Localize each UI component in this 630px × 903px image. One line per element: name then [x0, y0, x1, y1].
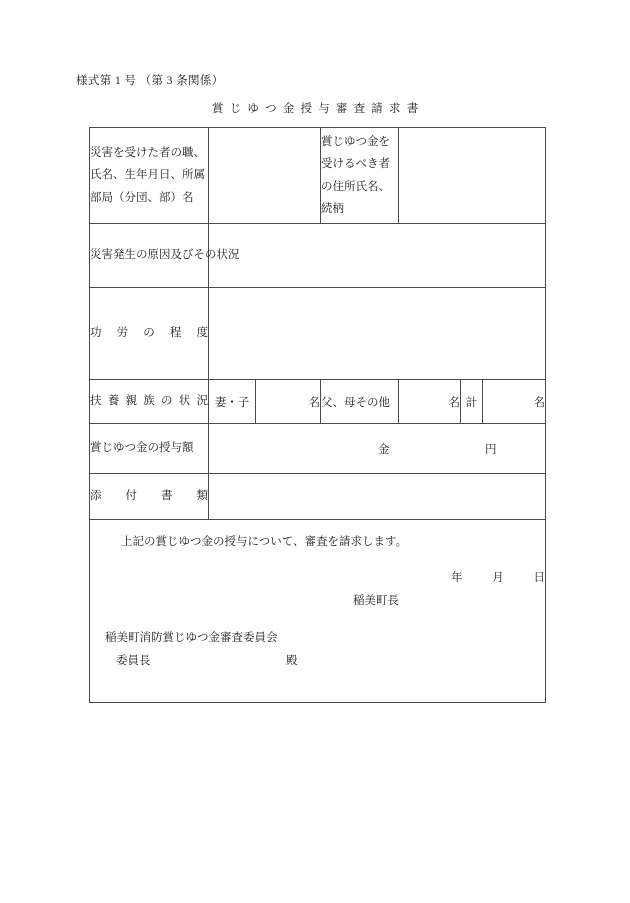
currency-suffix: 円: [485, 443, 497, 456]
chairman-label: 委員長: [116, 655, 151, 667]
table-row-statement: [90, 520, 546, 703]
currency-prefix: 金: [378, 443, 390, 456]
page-title: 賞じゆつ金授与審査請求書: [212, 103, 425, 115]
parents-others-unit: 名: [448, 396, 460, 409]
field-award-amount[interactable]: [209, 424, 546, 474]
committee-name: 稲美町消防賞じゆつ金審査委員会: [105, 632, 278, 644]
label-disaster-cause: [90, 224, 240, 288]
table-row-award-amount: [90, 424, 546, 474]
table-row-disaster-cause: [90, 224, 546, 288]
field-recipient[interactable]: [399, 128, 546, 224]
label-merit-degree: [90, 288, 209, 380]
application-form-table: [89, 127, 546, 703]
statement-block: [90, 520, 546, 703]
label-spouse-children: 妻・子: [209, 380, 256, 424]
date-month-label: 月: [492, 572, 504, 584]
total-unit: 名: [533, 396, 546, 409]
spouse-children-unit: 名: [308, 396, 320, 409]
field-disaster-cause[interactable]: [209, 224, 546, 288]
date-year-label: 年: [451, 572, 463, 584]
label-recipient-text: 賞じゆつ金を受けるべき者の住所氏名、続柄: [321, 135, 390, 215]
label-attachments-text: 添付書類: [90, 490, 208, 503]
table-row-dependents: [90, 380, 546, 424]
label-injured-person: [90, 128, 209, 224]
request-statement: 上記の賞じゆつ金の授与について、審査を請求します。: [121, 536, 408, 548]
label-merit-degree-text: 功労の程度: [90, 327, 208, 340]
honorific-suffix: 殿: [286, 655, 298, 667]
field-spouse-children-count[interactable]: [256, 380, 321, 424]
date-line: [451, 569, 545, 585]
table-row-merit-degree: [90, 288, 546, 380]
addressee-mayor: 稲美町長: [353, 595, 399, 607]
label-dependents-text: 扶養親族の状況: [90, 395, 208, 408]
label-disaster-cause-line1: 災害発生の原因及びその状況: [90, 249, 240, 262]
label-parents-others: 父、母その他: [321, 380, 399, 424]
field-parents-others-count[interactable]: [399, 380, 461, 424]
label-recipient: [321, 128, 399, 224]
label-total: 計: [461, 380, 483, 424]
label-attachments: [90, 474, 209, 520]
form-number: 様式第 1 号 （第 3 条関係）: [76, 75, 224, 87]
label-award-amount: 賞じゆつ金の授与額: [90, 424, 209, 474]
table-row-attachments: [90, 474, 546, 520]
date-day-label: 日: [533, 572, 545, 584]
label-dependents: [90, 380, 209, 424]
field-attachments[interactable]: [209, 474, 546, 520]
field-injured-person[interactable]: [209, 128, 321, 224]
field-total-count[interactable]: [483, 380, 546, 424]
label-injured-person-text: 災害を受けた者の職、氏名、生年月日、所属部局（分団、部）名: [90, 146, 205, 204]
field-merit-degree[interactable]: [209, 288, 546, 380]
table-row-person-info: [90, 128, 546, 224]
